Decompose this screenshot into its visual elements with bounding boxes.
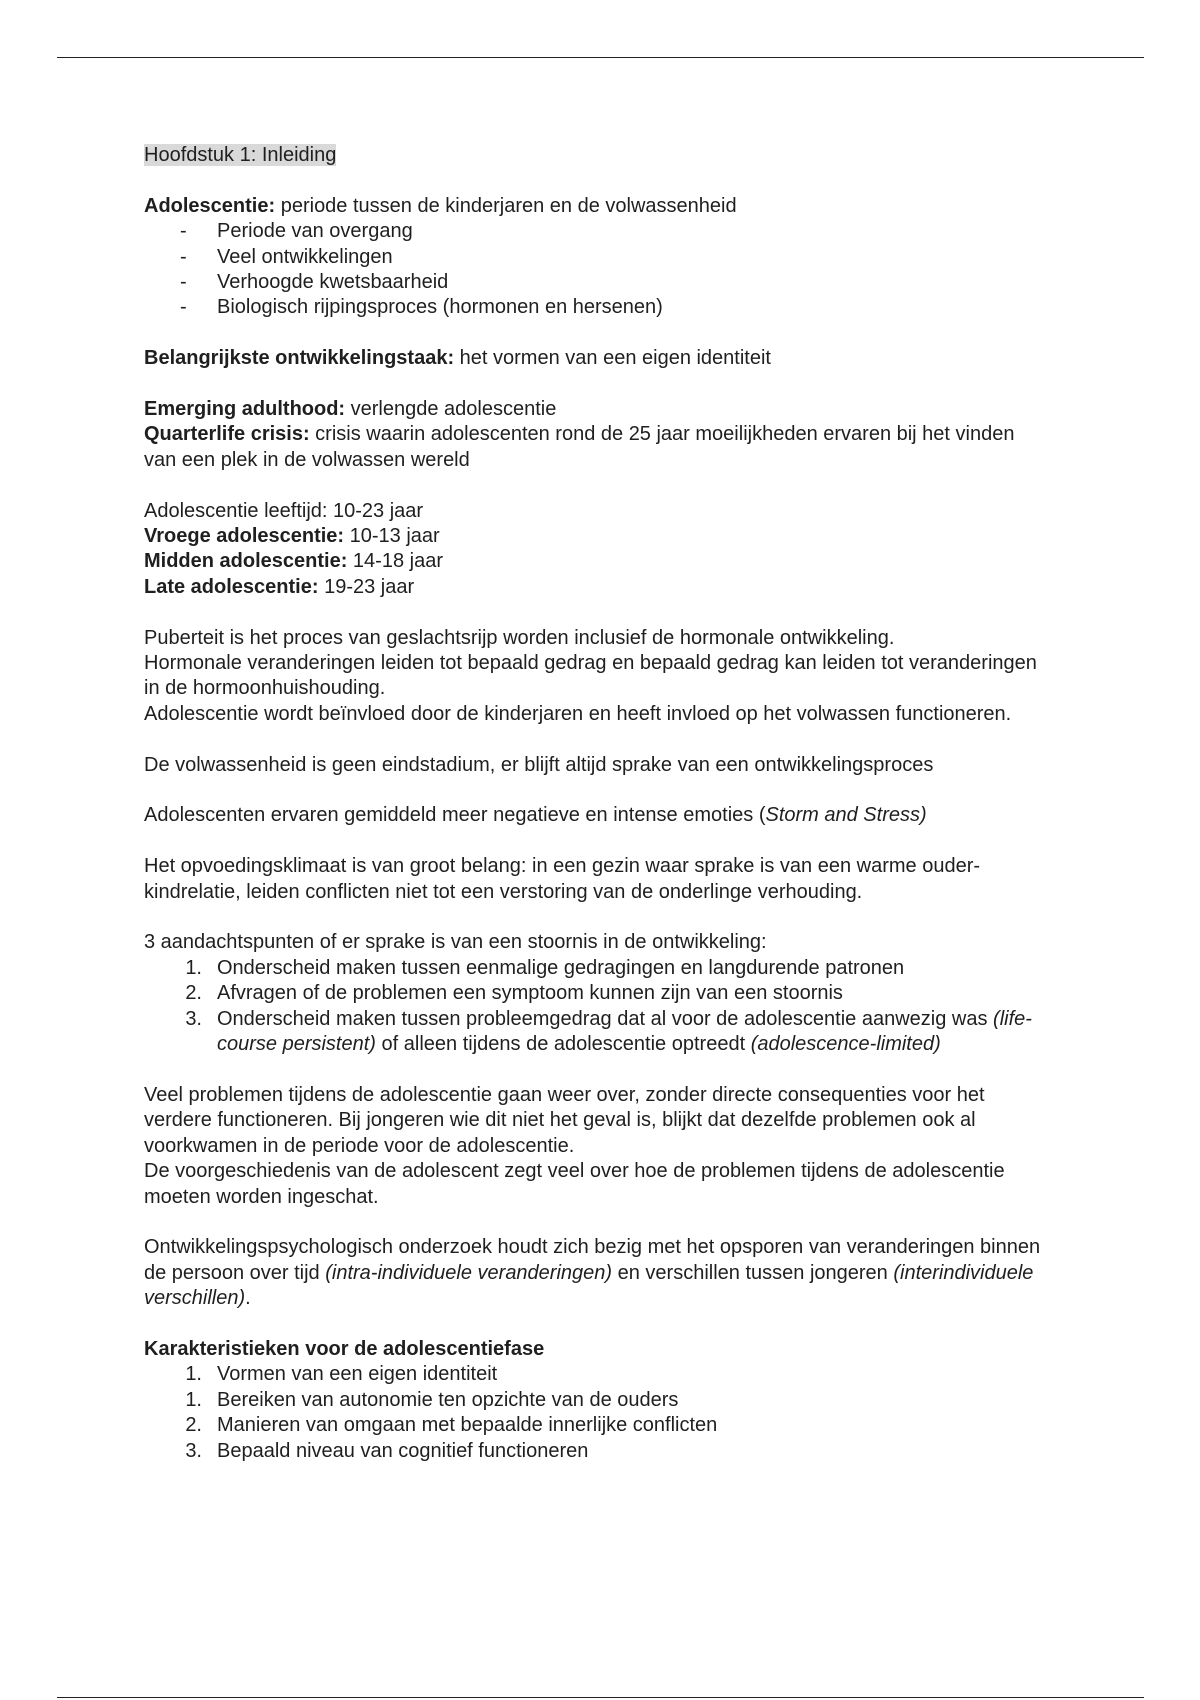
- list-item: - Biologisch rijpingsproces (hormonen en hersenen): [144, 295, 1044, 320]
- puberteit-paragraph: Puberteit is het proces van geslachtsrijp worden inclusief de hormonale ontwikkeling.: [144, 626, 895, 649]
- emerging-adulthood-definition: Emerging adulthood: verlengde adolescentie: [144, 398, 557, 421]
- voorgeschiedenis-paragraph: De voorgeschiedenis van de adolescent zegt veel over hoe de problemen tijdens de adolescentie moeten worden ingeschat.: [144, 1160, 1005, 1208]
- list-item: 2. Afvragen of de problemen een symptoom kunnen zijn van een stoornis: [185, 982, 843, 1005]
- list-item: 1. Onderscheid maken tussen eenmalige gedragingen en langdurende patronen: [185, 956, 905, 979]
- list-item: 1. Vormen van een eigen identiteit: [185, 1363, 498, 1386]
- bottom-rule: [57, 1697, 1144, 1698]
- hormonen-paragraph: Hormonale veranderingen leiden tot bepaald gedrag en bepaald gedrag kan leiden tot veranderingen in de hormoonhuishouding.: [144, 652, 1037, 700]
- chapter-heading: Hoofdstuk 1: Inleiding: [144, 144, 337, 166]
- list-item: - Veel ontwikkelingen: [144, 245, 1044, 270]
- middle-adolescence: Midden adolescentie: 14-18 jaar: [144, 550, 443, 573]
- list-item: 3. Bepaald niveau van cognitief functioneren: [185, 1439, 589, 1462]
- aandachtspunten-intro: 3 aandachtspunten of er sprake is van een stoornis in de ontwikkeling:: [144, 931, 767, 954]
- dash-bullet: -: [180, 245, 187, 268]
- dash-bullet: -: [180, 271, 187, 294]
- age-range: Adolescentie leeftijd: 10-23 jaar: [144, 499, 424, 522]
- list-item: 3. Onderscheid maken tussen probleemgedrag dat al voor de adolescentie aanwezig was (life-course persistent) of alleen tijdens de adolescentie optreedt (adolescence-limited): [185, 1007, 1032, 1056]
- top-rule: [57, 57, 1144, 58]
- onderzoek-paragraph: Ontwikkelingspsychologisch onderzoek houdt zich bezig met het opsporen van veranderingen binnen de persoon over tijd (intra-individuele veranderingen) en verschillen tussen jongeren (interindividuele verschillen).: [144, 1236, 1041, 1310]
- dash-bullet: -: [180, 220, 187, 243]
- list-item: 1. Bereiken van autonomie ten opzichte van de ouders: [185, 1388, 679, 1411]
- ontwikkelingstaak-definition: Belangrijkste ontwikkelingstaak: het vormen van een eigen identiteit: [144, 347, 771, 370]
- problemen-paragraph: Veel problemen tijdens de adolescentie gaan weer over, zonder directe consequenties voor het verdere functioneren. Bij jongeren wie dit niet het geval is, blijkt dat dezelfde problemen ook al voorkwamen in de periode voor de adolescentie.: [144, 1083, 985, 1157]
- karakteristieken-title: Karakteristieken voor de adolescentiefase: [144, 1337, 545, 1360]
- volwassenheid-paragraph: De volwassenheid is geen eindstadium, er blijft altijd sprake van een ontwikkelingsproces: [144, 753, 934, 776]
- early-adolescence: Vroege adolescentie: 10-13 jaar: [144, 525, 440, 548]
- list-item: - Verhoogde kwetsbaarheid: [144, 270, 1044, 295]
- emoties-paragraph: Adolescenten ervaren gemiddeld meer negatieve en intense emoties (Storm and Stress): [144, 804, 927, 827]
- opvoeding-paragraph: Het opvoedingsklimaat is van groot belang: in een gezin waar sprake is van een warme ouder-kindrelatie, leiden conflicten niet tot een verstoring van de onderlinge verhouding.: [144, 855, 981, 903]
- adolescentie-definition: Adolescentie: periode tussen de kinderjaren en de volwassenheid: [144, 194, 737, 217]
- invloed-paragraph: Adolescentie wordt beïnvloed door de kinderjaren en heeft invloed op het volwassen functioneren.: [144, 702, 1012, 725]
- late-adolescence: Late adolescentie: 19-23 jaar: [144, 575, 415, 598]
- list-item: 2. Manieren van omgaan met bepaalde innerlijke conflicten: [185, 1414, 718, 1437]
- quarterlife-crisis-definition: Quarterlife crisis: crisis waarin adolescenten rond de 25 jaar moeilijkheden ervaren bij het vinden van een plek in de volwassen wereld: [144, 423, 1015, 471]
- adolescentie-list: [144, 219, 1044, 321]
- aandachtspunten-list: [144, 956, 1044, 1058]
- document-body: [144, 143, 1044, 1464]
- karakteristieken-list: [144, 1362, 1044, 1464]
- dash-bullet: -: [180, 296, 187, 319]
- list-item: - Periode van overgang: [144, 219, 1044, 244]
